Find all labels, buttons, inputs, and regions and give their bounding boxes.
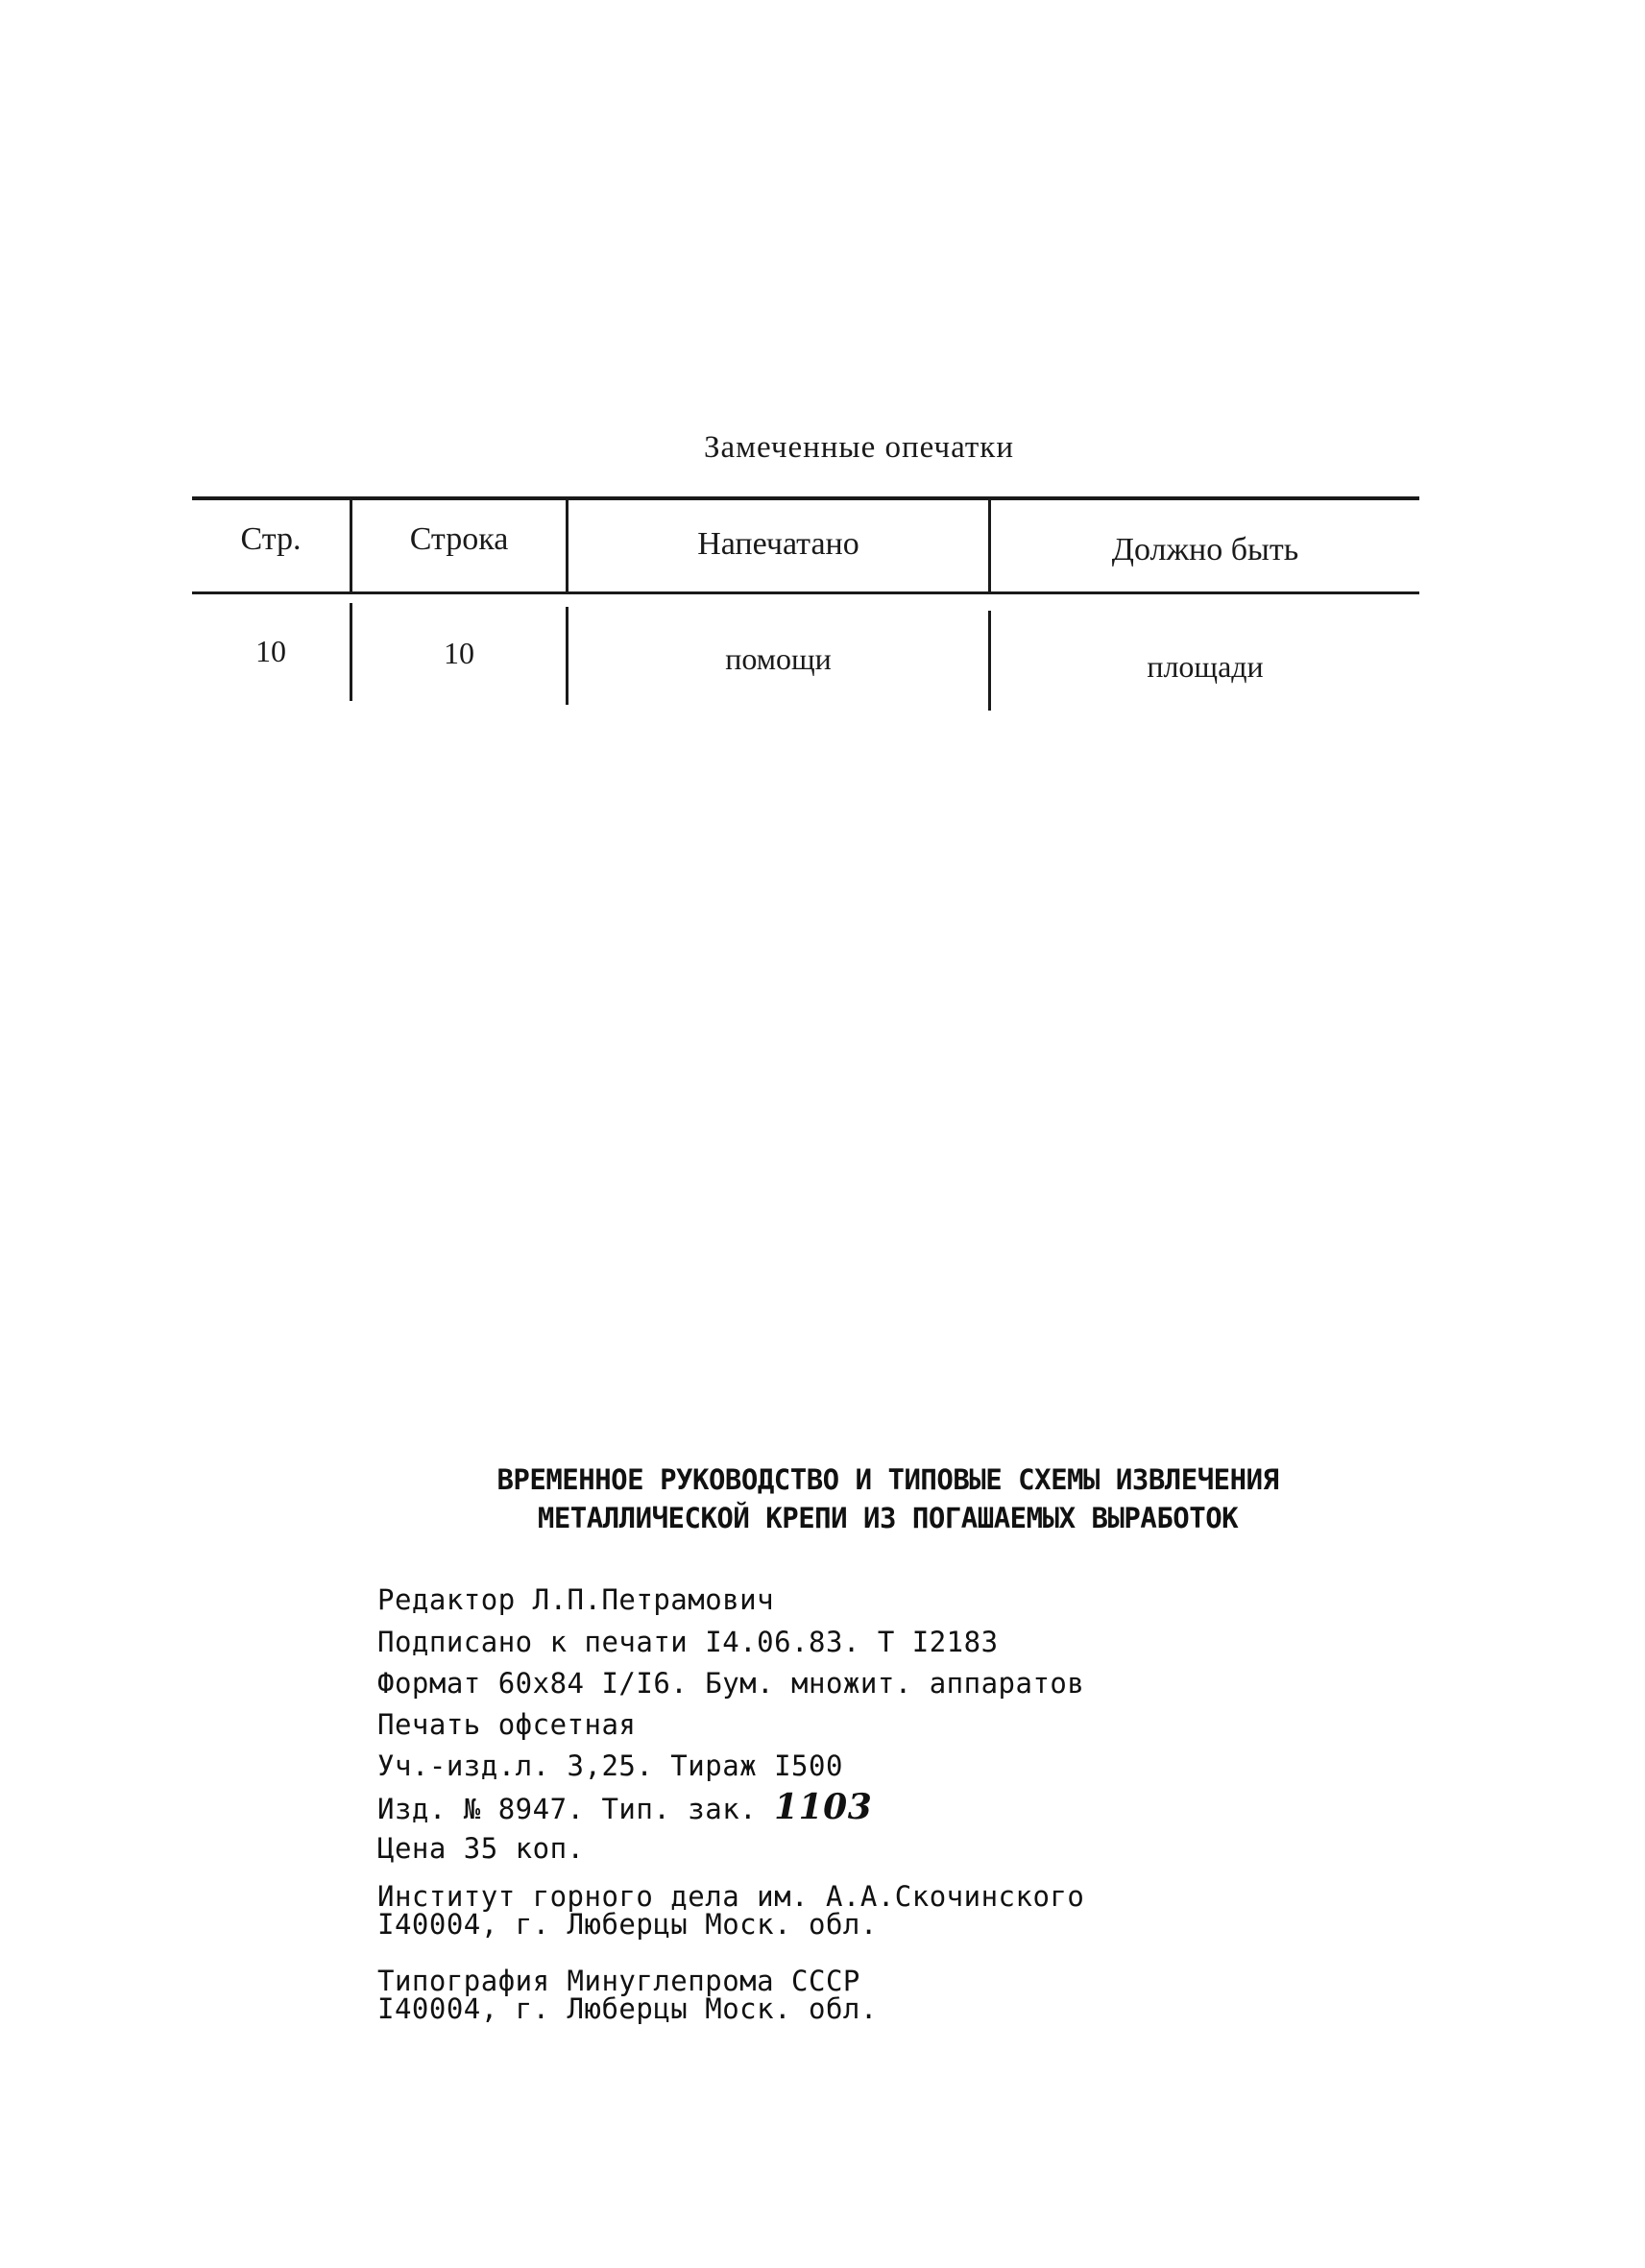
printer-name: Типография Минуглепрома СССР	[377, 1965, 860, 1997]
imprint-format: Формат 60x84 I/I6. Бум. множит. аппаратов	[377, 1667, 1085, 1700]
publisher-address: I40004, г. Люберцы Моск. обл.	[377, 1908, 878, 1941]
errata-cell-printed: помощи	[725, 641, 832, 676]
book-title-line-2: МЕТАЛЛИЧЕСКОЙ КРЕПИ ИЗ ПОГАШАЕМЫХ ВЫРАБОТОК	[537, 1502, 1239, 1534]
imprint-order	[377, 1787, 872, 1827]
errata-top-rule	[192, 496, 1419, 500]
imprint-order-number-handwritten: 1103	[774, 1787, 873, 1827]
errata-header-line: Строка	[409, 521, 509, 557]
imprint-editor: Редактор Л.П.Петрамович	[377, 1583, 775, 1616]
imprint-print: Печать офсетная	[377, 1708, 637, 1741]
imprint-order-prefix: Изд. № 8947. Тип. зак.	[377, 1793, 758, 1825]
errata-cell-page: 10	[255, 634, 286, 668]
errata-cell-line: 10	[444, 636, 474, 670]
book-title-line-1: ВРЕМЕННОЕ РУКОВОДСТВО И ТИПОВЫЕ СХЕМЫ ИЗВЛЕЧЕНИЯ	[496, 1463, 1279, 1496]
imprint-signed: Подписано к печати I4.06.83. Т I2183	[377, 1626, 999, 1658]
errata-cell-should-be: площади	[1147, 649, 1264, 684]
errata-title: Замеченные опечатки	[703, 430, 1014, 465]
imprint-price: Цена 35 коп.	[377, 1832, 585, 1865]
printer-address: I40004, г. Люберцы Моск. обл.	[377, 1992, 878, 2025]
publisher-name: Институт горного дела им. А.А.Скочинского	[377, 1880, 1085, 1913]
errata-header-should-be: Должно быть	[1111, 532, 1299, 567]
errata-header-page: Стр.	[240, 521, 302, 557]
imprint-volume: Уч.-изд.л. 3,25. Тираж I500	[377, 1749, 843, 1782]
errata-header-printed: Напечатано	[697, 526, 859, 562]
errata-header-rule	[192, 591, 1419, 594]
